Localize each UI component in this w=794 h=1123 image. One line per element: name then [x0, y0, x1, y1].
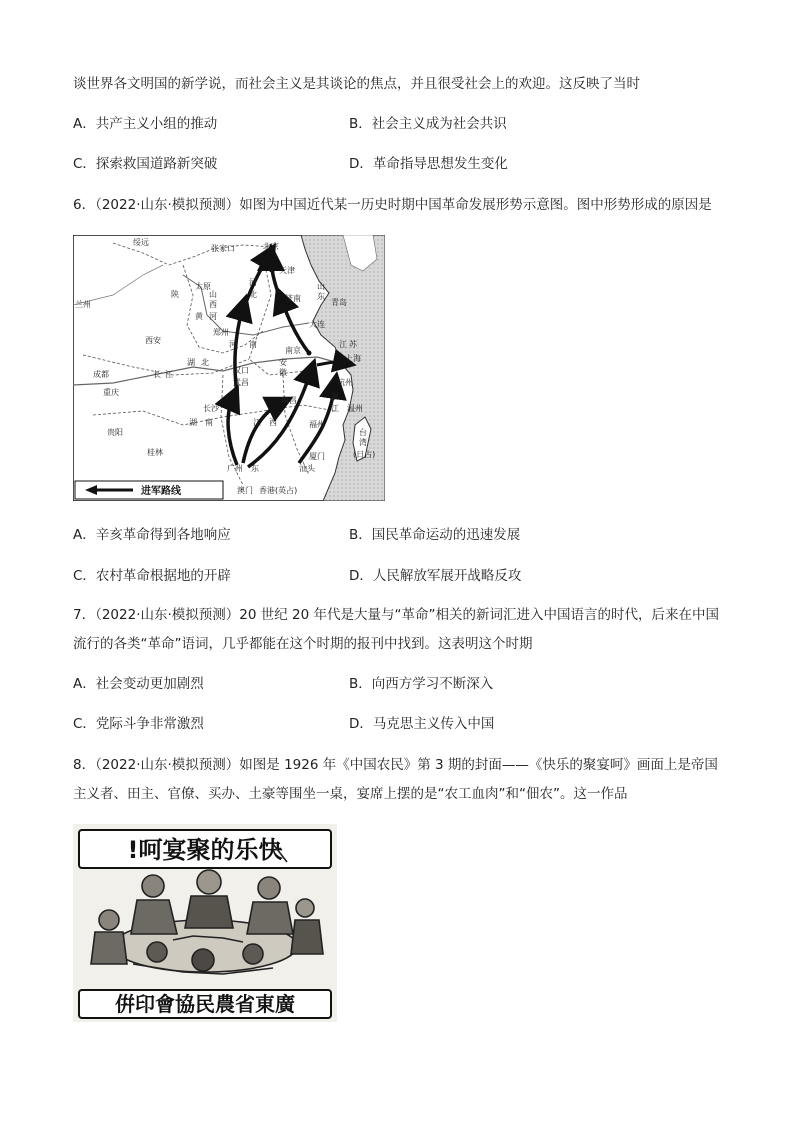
- cover-svg: [73, 824, 337, 1022]
- map-label: 桂林: [147, 448, 163, 457]
- map-label: 兰州: [75, 300, 91, 309]
- q8-stem-line-1: 8．（2022·山东·模拟预测）如图是 1926 年《中国农民》第 3 期的封面——《快乐的聚宴呵》画面上是帝国: [73, 757, 718, 773]
- q7-stem-line-1: 7．（2022·山东·模拟预测）20 世纪 20 年代是大量与“革命”相关的新词汇进入中国语言的时代，后来在中国: [73, 607, 719, 623]
- map-label: 厦门: [309, 452, 325, 461]
- map-label: 北: [201, 358, 209, 367]
- map-label: 东: [251, 464, 259, 473]
- map-svg: [73, 235, 385, 501]
- map-label: 广州: [227, 464, 243, 473]
- map-label: 北: [249, 290, 257, 299]
- map-label: 太原: [195, 282, 211, 291]
- map-label: 南: [205, 418, 213, 427]
- q5-option-c[interactable]: C．探索救国道路新突破: [73, 156, 218, 172]
- map-label: 台: [359, 428, 367, 437]
- q6-option-d[interactable]: D．人民解放军展开战略反攻: [349, 568, 522, 584]
- cover-publisher: 倂印會協民農省東廣: [115, 992, 295, 1016]
- map-label: 青岛: [331, 298, 347, 307]
- map-label: 重庆: [103, 388, 119, 397]
- map-label: 成都: [93, 370, 109, 379]
- map-label: 南京: [285, 346, 301, 355]
- map-label: 香港(英占): [259, 486, 298, 495]
- map-label: 西安: [145, 336, 161, 345]
- map-label: 长沙: [203, 404, 219, 413]
- map-label: 山: [317, 282, 325, 291]
- q7-option-d[interactable]: D．马克思主义传入中国: [349, 716, 495, 732]
- map-label: 河: [229, 340, 237, 349]
- map-label: 陕: [171, 290, 179, 299]
- map-label: 西: [209, 300, 217, 309]
- q7-stem-line-2: 流行的各类“革命”语词，几乎都能在这个时期的报刊中找到。这表明这个时期: [73, 636, 533, 652]
- map-label: 绥远: [133, 238, 149, 247]
- map-label: 南: [249, 340, 257, 349]
- map-label: 江: [339, 340, 347, 349]
- q5-stem-tail: 谈世界各文明国的新学说，而社会主义是其谈论的焦点，并且很受社会上的欢迎。这反映了当时: [73, 76, 640, 92]
- q7-option-b[interactable]: B．向西方学习不断深入: [349, 676, 494, 692]
- cover-title: !呵宴聚的乐快: [127, 836, 283, 864]
- map-label: 北京: [263, 242, 279, 251]
- map-label: 黄: [195, 312, 203, 321]
- map-label: 江: [253, 418, 261, 427]
- map-label: 上海: [345, 354, 361, 363]
- q5-option-b[interactable]: B．社会主义成为社会共识: [349, 116, 507, 132]
- q6-option-b[interactable]: B．国民革命运动的迅速发展: [349, 527, 521, 543]
- map-label: 西: [269, 418, 277, 427]
- map-label: 武昌: [233, 378, 249, 387]
- q8-stem-line-2: 主义者、田主、官僚、买办、土豪等围坐一桌，宴席上摆的是“农工血肉”和“佃农”。这一作品: [73, 786, 628, 802]
- q6-option-c[interactable]: C．农村革命根据地的开辟: [73, 568, 231, 584]
- q7-option-a[interactable]: A．社会变动更加剧烈: [73, 676, 204, 692]
- q7-option-c[interactable]: C．党际斗争非常激烈: [73, 716, 204, 732]
- map-label: 杭州: [337, 378, 353, 387]
- map-label: 浙: [331, 392, 339, 401]
- map-label: 河: [249, 278, 257, 287]
- q5-option-d[interactable]: D．革命指导思想发生变化: [349, 156, 508, 172]
- map-label: 温州: [347, 404, 363, 413]
- magazine-cover-illustration: [73, 824, 337, 1022]
- map-label: 江: [165, 370, 173, 379]
- map-label: 汉口: [233, 366, 249, 375]
- map-label: 张家口: [211, 244, 235, 253]
- map-legend-label: 进军路线: [141, 486, 181, 497]
- map-label: 湖: [187, 358, 195, 367]
- map-label: 徽: [279, 368, 287, 377]
- map-label: 澳门: [237, 486, 253, 495]
- map-label: 山: [209, 290, 217, 299]
- map-label: 贵阳: [107, 428, 123, 437]
- map-label: 济南: [285, 294, 301, 303]
- map-label: 湖: [189, 418, 197, 427]
- map-label: 河: [209, 312, 217, 321]
- map-label: 汕头: [299, 464, 315, 473]
- map-label: 天津: [279, 266, 295, 275]
- map-label: (日占): [353, 450, 376, 459]
- map-label: 安: [279, 358, 287, 367]
- map-label: 东: [317, 292, 325, 301]
- map-label: 江: [331, 404, 339, 413]
- map-label: 福州: [309, 420, 325, 429]
- q5-option-a[interactable]: A．共产主义小组的推动: [73, 116, 218, 132]
- map-label: 苏: [349, 340, 357, 349]
- map-label: 大连: [309, 320, 325, 329]
- map-label: 南昌: [281, 396, 297, 405]
- map-label: 湾: [359, 438, 367, 447]
- map-label: 郑州: [213, 328, 229, 337]
- q6-option-a[interactable]: A．辛亥革命得到各地响应: [73, 527, 231, 543]
- q6-stem: 6．（2022·山东·模拟预测）如图为中国近代某一历史时期中国革命发展形势示意图。图中形势形成的原因是: [73, 197, 712, 213]
- revolution-map: [73, 235, 385, 501]
- map-label: 长: [153, 370, 161, 379]
